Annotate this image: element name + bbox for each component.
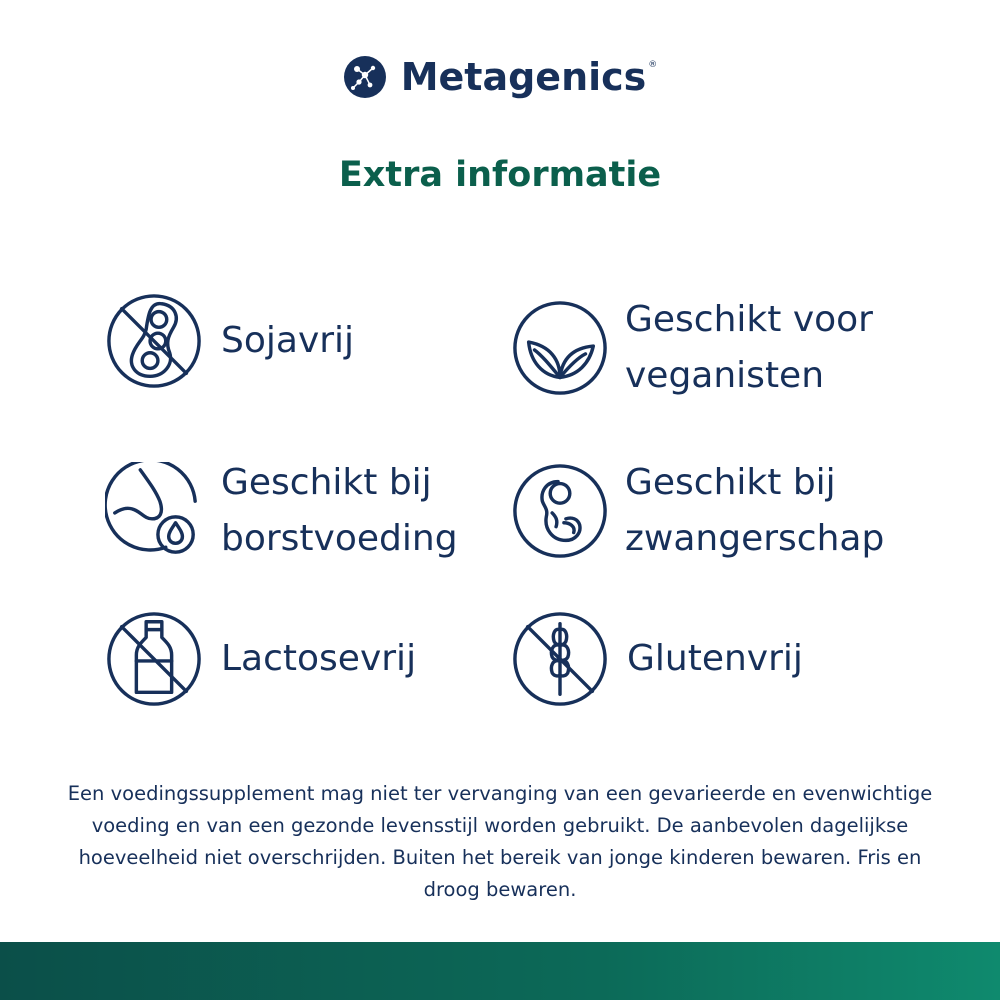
page-title: Extra informatie	[338, 155, 662, 195]
no-milk-icon	[105, 610, 203, 708]
feature-label: Sojavrij	[221, 320, 355, 361]
brand-name: Metagenics	[400, 55, 647, 99]
feature-pregnancy	[511, 455, 965, 567]
no-soy-icon	[105, 292, 203, 390]
registered-mark: ®	[648, 60, 658, 70]
pregnancy-fetus-icon	[511, 462, 609, 560]
brand-logo	[0, 50, 1000, 104]
feature-label: Lactosevrij	[221, 638, 417, 679]
no-gluten-wheat-icon	[511, 610, 609, 708]
vegan-leaves-icon	[511, 299, 609, 397]
footer-bar	[0, 942, 1000, 1000]
metagenics-logo-icon	[343, 55, 387, 99]
feature-breastfeeding	[105, 455, 541, 567]
feature-soy-free	[105, 292, 541, 390]
feature-lactose-free	[105, 610, 541, 708]
feature-label: Geschikt bij borstvoeding	[221, 462, 458, 559]
disclaimer-text: Een voedingssupplement mag niet ter vervanging van een gevarieerde en evenwichtige voeding en van een gezonde levensstijl worden gebruikt. De aanbevolen dagelijkse hoeveelheid niet overschrijden. Buiten het bereik van jonge kinderen bewaren. Fris en droog bewaren.	[67, 782, 933, 901]
breastfeeding-icon	[105, 462, 203, 560]
feature-label: Geschikt voor veganisten	[625, 299, 873, 396]
feature-gluten-free	[511, 610, 803, 708]
feature-label: Geschikt bij zwangerschap	[625, 462, 885, 559]
feature-label: Glutenvrij	[627, 638, 803, 679]
feature-vegan	[511, 292, 965, 404]
